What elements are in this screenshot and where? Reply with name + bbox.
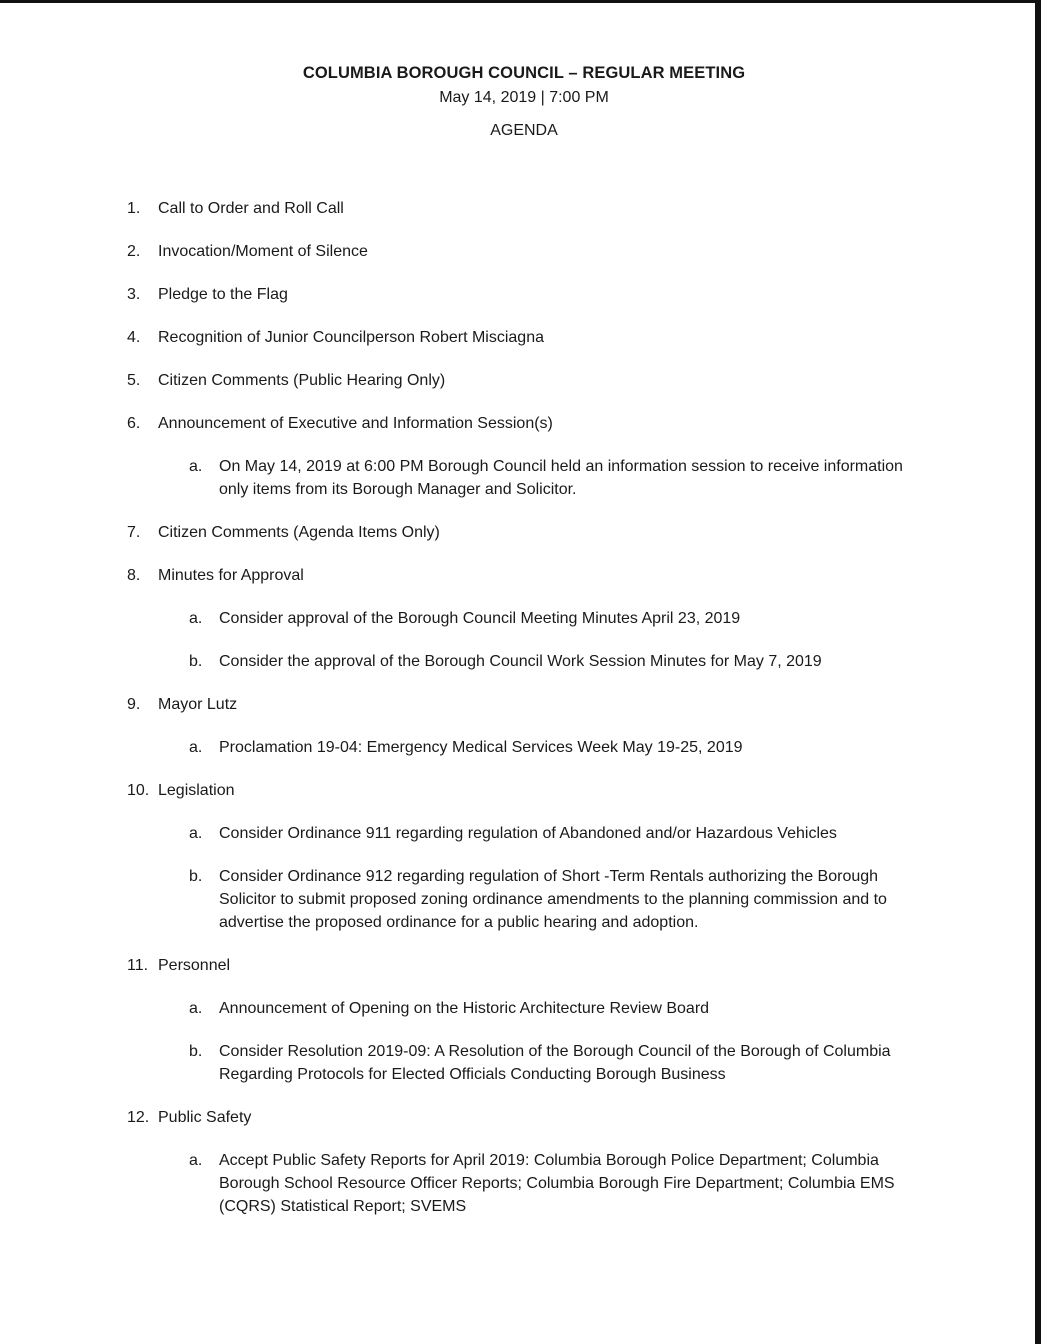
agenda-item-number: 8. <box>127 567 141 584</box>
agenda-item-7 <box>0 521 1041 564</box>
agenda-item-number: 1. <box>127 200 141 217</box>
agenda-item-text: Recognition of Junior Councilperson Robert Misciagna <box>158 329 544 346</box>
agenda-subitem-letter: a. <box>189 1152 203 1169</box>
agenda-subitem-text: Consider Ordinance 911 regarding regulation of Abandoned and/or Hazardous Vehicles <box>219 825 837 842</box>
agenda-subitem-letter: a. <box>189 739 203 756</box>
document-title: COLUMBIA BOROUGH COUNCIL – REGULAR MEETING <box>302 64 746 82</box>
agenda-subitem-text: Consider the approval of the Borough Council Work Session Minutes for May 7, 2019 <box>219 653 822 670</box>
agenda-item-8 <box>0 564 1041 607</box>
agenda-item-number: 6. <box>127 415 141 432</box>
agenda-item-text: Pledge to the Flag <box>158 286 288 303</box>
agenda-subitem-text: Consider approval of the Borough Council Meeting Minutes April 23, 2019 <box>219 610 741 627</box>
agenda-subitem-10b <box>0 865 1041 954</box>
agenda-item-text: Mayor Lutz <box>158 696 238 713</box>
agenda-subitem-letter: a. <box>189 458 203 475</box>
agenda-item-number: 3. <box>127 286 141 303</box>
agenda-item-text: Legislation <box>158 782 235 799</box>
agenda-subitem-10a <box>0 822 1041 865</box>
agenda-list <box>0 197 1041 1238</box>
agenda-item-4 <box>0 326 1041 369</box>
agenda-item-1 <box>0 197 1041 240</box>
agenda-item-number: 9. <box>127 696 141 713</box>
agenda-item-text: Invocation/Moment of Silence <box>158 243 368 260</box>
agenda-subitem-text: Announcement of Opening on the Historic Architecture Review Board <box>219 1000 710 1017</box>
agenda-subitem-letter: b. <box>189 653 203 670</box>
agenda-subitem-text: Accept Public Safety Reports for April 2019: Columbia Borough Police Department; Columbia Borough School Resource Officer Reports; Columbia Borough Fire Department; Columbia EMS (CQRS) Statistical Report; SVEMS <box>219 1152 895 1215</box>
agenda-subitem-text: Consider Resolution 2019-09: A Resolution of the Borough Council of the Borough of Columbia Regarding Protocols for Elected Officials Conducting Borough Business <box>219 1043 891 1083</box>
agenda-item-10 <box>0 779 1041 822</box>
agenda-item-3 <box>0 283 1041 326</box>
agenda-item-9 <box>0 693 1041 736</box>
agenda-item-number: 11. <box>127 957 149 974</box>
agenda-heading: AGENDA <box>490 122 558 139</box>
agenda-subitem-11b <box>0 1040 1041 1106</box>
agenda-item-number: 2. <box>127 243 141 260</box>
page-border-top <box>0 0 1041 3</box>
agenda-item-text: Public Safety <box>158 1109 252 1126</box>
agenda-subitem-letter: a. <box>189 1000 203 1017</box>
agenda-subitem-letter: b. <box>189 868 203 885</box>
agenda-item-12 <box>0 1106 1041 1149</box>
agenda-item-number: 5. <box>127 372 141 389</box>
agenda-subitem-letter: b. <box>189 1043 203 1060</box>
agenda-item-text: Citizen Comments (Agenda Items Only) <box>158 524 440 541</box>
agenda-item-text: Citizen Comments (Public Hearing Only) <box>158 372 446 389</box>
agenda-subitem-8a <box>0 607 1041 650</box>
meeting-date-time: May 14, 2019 | 7:00 PM <box>439 89 609 106</box>
agenda-item-6 <box>0 412 1041 455</box>
agenda-subitem-8b <box>0 650 1041 693</box>
agenda-item-text: Call to Order and Roll Call <box>158 200 344 217</box>
agenda-item-text: Announcement of Executive and Information Session(s) <box>158 415 553 432</box>
agenda-subitem-text: Proclamation 19-04: Emergency Medical Services Week May 19-25, 2019 <box>219 739 743 756</box>
agenda-subitem-letter: a. <box>189 610 203 627</box>
agenda-item-number: 10. <box>127 782 150 799</box>
agenda-subitem-text: On May 14, 2019 at 6:00 PM Borough Council held an information session to receive information only items from its Borough Manager and Solicitor. <box>219 458 903 498</box>
agenda-item-text: Personnel <box>158 957 231 974</box>
agenda-item-11 <box>0 954 1041 997</box>
agenda-item-5 <box>0 369 1041 412</box>
agenda-item-2 <box>0 240 1041 283</box>
agenda-subitem-6a <box>0 455 1041 521</box>
agenda-item-text: Minutes for Approval <box>158 567 304 584</box>
agenda-subitem-12a <box>0 1149 1041 1238</box>
agenda-subitem-9a <box>0 736 1041 779</box>
agenda-item-number: 4. <box>127 329 141 346</box>
agenda-subitem-text: Consider Ordinance 912 regarding regulation of Short -Term Rentals authorizing the Borough Solicitor to submit proposed zoning ordinance amendments to the planning commission and to advertise the proposed ordinance for a public hearing and adoption. <box>219 868 887 931</box>
agenda-subitem-11a <box>0 997 1041 1040</box>
agenda-subitem-letter: a. <box>189 825 203 842</box>
agenda-item-number: 7. <box>127 524 141 541</box>
agenda-item-number: 12. <box>127 1109 150 1126</box>
